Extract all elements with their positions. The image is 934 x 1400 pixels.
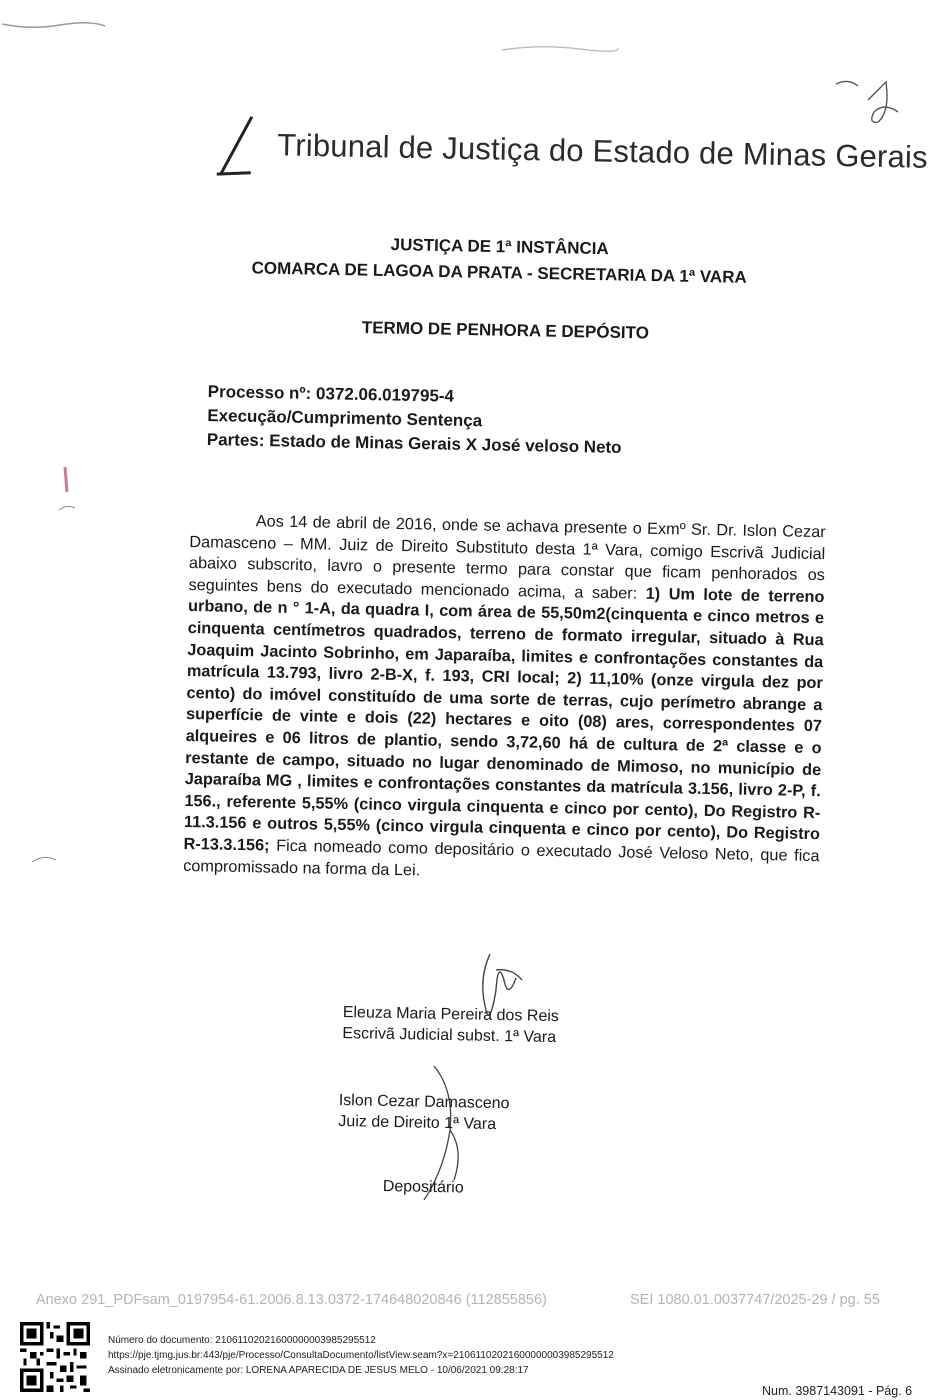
body-intro: Aos 14 de abril de 2016, onde se achava presente o Exmº Sr. Dr. Islon Cezar Damasceno – MM. Juiz de Direito Substituto desta 1ª Vara, comigo Escrivã Judicial abaixo subscrito, lavro o presente termo para constar que ficam penhorados os seguintes bens do executado mencionado acima, a saber: <box>188 512 826 603</box>
clerk-signature <box>342 1002 559 1048</box>
letterhead <box>208 108 929 201</box>
parties: Partes: Estado de Minas Gerais X José veloso Neto <box>206 429 622 457</box>
sei-reference: SEI 1080.01.0037747/2025-29 / pg. 55 <box>630 1292 880 1308</box>
scan-artifact-left-mid <box>30 850 60 870</box>
judge-signature <box>338 1090 510 1135</box>
document-body <box>183 510 826 889</box>
annex-reference: Anexo 291_PDFsam_0197954-61.2006.8.13.0372-174648020846 (112855856) <box>36 1292 547 1308</box>
electronic-signature-info <box>108 1333 614 1378</box>
clerk-role: Escrivã Judicial subst. 1ª Vara <box>342 1024 557 1047</box>
court-district: COMARCA DE LAGOA DA PRATA - SECRETARIA DA 1ª VARA <box>251 258 747 287</box>
signed-by: Assinado eletronicamente por: LORENA APARECIDA DE JESUS MELO - 10/06/2021 09:28:17 <box>108 1365 529 1376</box>
seized-items: 1) Um lote de terreno urbano, de n ° 1-A, da quadra I, com área de 55,50m2(cinquenta e cinco metros e cinquenta centímetros quadrados, terreno de formato irregular, situado à Rua Joaquim Jacinto Sobrinho, em Japaraíba, limites e confrontações constantes da matrícula 13.793, livro 2-B-X, f. 193, CRI local; 2) 11,10% (onze virgula dez por cento) do imóvel constituído de uma sorte de terras, cujo perímetro abrange a superfície de vinte e dois (22) hectares e oito (08) ares, correspondentes 07 alqueires e 06 litros de plantio, sendo 3,72,60 há de cultura de 2ª classe e o restante de campo, situado no lugar denominado de Mimoso, no município de Japaraíba MG , limites e confrontações constantes da matrícula 3.156, livro 2-P, f. 156., referente 5,55% (cinco virgula cinquenta e cinco por cento), Do Registro R-11.3.156 e outros 5,55% (cinco virgula cinquenta e cinco por cento), Do Registro R-13.3.156; <box>183 584 825 855</box>
action-type: Execução/Cumprimento Sentença <box>207 405 483 431</box>
scan-artifact-top-center <box>500 38 620 58</box>
scan-artifact-top-left <box>0 10 110 35</box>
court-header <box>179 228 820 292</box>
qr-code-icon <box>20 1322 90 1392</box>
page-number: Num. 3987143091 - Pág. 6 <box>762 1384 913 1398</box>
process-info <box>207 380 623 460</box>
document-title: TERMO DE PENHORA E DEPÓSITO <box>361 318 650 343</box>
court-letterhead-title: Tribunal de Justiça do Estado de Minas Gerais <box>276 127 929 175</box>
body-paragraph <box>183 510 826 889</box>
clerk-name: Eleuza Maria Pereira dos Reis <box>342 1003 560 1026</box>
court-instance: JUSTIÇA DE 1ª INSTÂNCIA <box>390 235 609 259</box>
judge-name: Islon Cezar Damasceno <box>338 1091 510 1113</box>
process-number: Processo nº: 0372.06.019795-4 <box>207 381 455 406</box>
court-logo-icon <box>208 108 270 189</box>
body-closing: Fica nomeado como depositário o executado José Veloso Neto, que fica compromissado na forma da Lei. <box>183 836 820 879</box>
depositary-label: Depositário <box>382 1177 464 1197</box>
judge-role: Juiz de Direito 1ª Vara <box>338 1112 497 1134</box>
scan-artifact-left-pink <box>55 462 77 532</box>
document-number: Número do documento: 21061102021600000003985295512 <box>108 1335 376 1346</box>
document-url[interactable]: https://pje.tjmg.jus.br:443/pje/Processo/ConsultaDocumento/listView.seam?x=21061102021600000003985295512 <box>108 1350 614 1361</box>
